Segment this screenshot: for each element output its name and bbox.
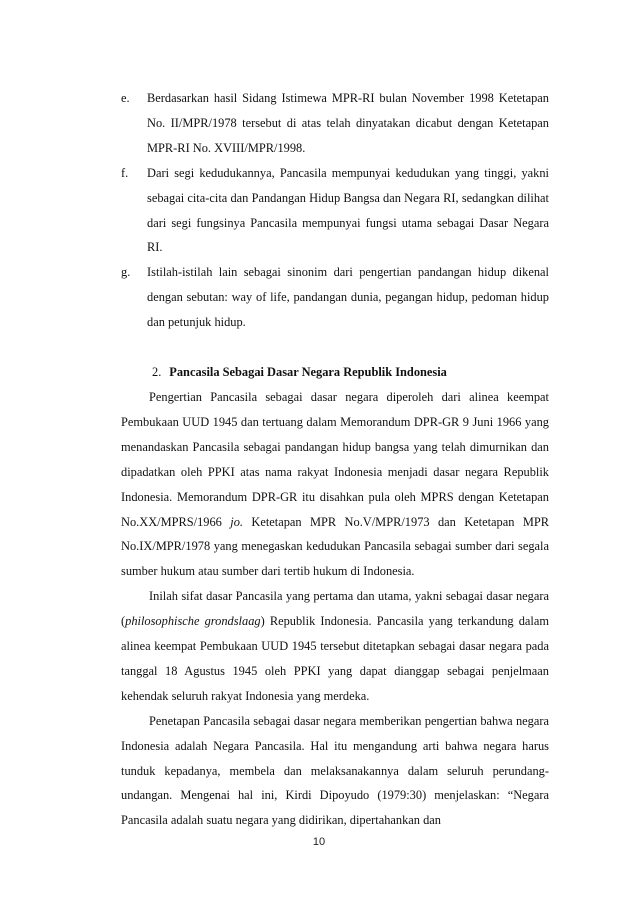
list-item-g <box>121 260 549 335</box>
list-item-text: Berdasarkan hasil Sidang Istimewa MPR-RI bulan November 1998 Ketetapan No. II/MPR/1978 tersebut di atas telah dinyatakan dicabut dengan Ketetapan MPR-RI No. XVIII/MPR/1998. <box>147 91 549 155</box>
section-number: 2. <box>152 365 162 380</box>
list-item-e <box>121 86 549 161</box>
list-item-f <box>121 161 549 261</box>
list-marker: e. <box>121 91 130 105</box>
list-marker: f. <box>121 165 129 180</box>
paragraph-3: Penetapan Pancasila sebagai dasar negara memberikan pengertian bahwa negara Indonesia adalah Negara Pancasila. Hal itu mengandung arti bahwa negara harus tunduk kepadanya, membela dan melaksanakannya dalam seluruh perundang-undangan. Mengenai hal ini, Kirdi Dipoyudo (1979:30) menjelaskan: “Negara Pancasila adalah suatu negara yang didirikan, dipertahankan dan <box>121 713 549 828</box>
paragraph-1 <box>121 385 549 584</box>
document-body <box>121 86 549 833</box>
list-item-text: Dari segi kedudukannya, Pancasila mempunyai kedudukan yang tinggi, yakni sebagai cita-cita dan Pandangan Hidup Bangsa dan Negara RI, sedangkan dilihat dari segi fungsinya Pancasila mempunyai fungsi utama sebagai Dasar Negara RI. <box>147 165 549 255</box>
page-number: 10 <box>312 836 326 848</box>
paragraph-text: Ketetapan MPR No.V/MPR/1973 dan Ketetapan MPR No.IX/MPR/1978 yang menegaskan kedudukan Pancasila sebagai sumber dari segala sumber hukum atau sumber dari tertib hukum di Indonesia. <box>121 514 549 579</box>
list-item-text: Istilah-istilah lain sebagai sinonim dari pengertian pandangan hidup dikenal dengan sebutan: way of life, pandangan dunia, pegangan hidup, pedoman hidup dan petunjuk hidup. <box>147 265 549 330</box>
section-title: Pancasila Sebagai Dasar Negara Republik Indonesia <box>169 365 447 380</box>
paragraph-text: Pengertian Pancasila sebagai dasar negara diperoleh dari alinea keempat Pembukaan UUD 1945 dan tertuang dalam Memorandum DPR-GR 9 Juni 1966 yang menandaskan Pancasila sebagai pandangan hidup bangsa yang telah dimurnikan dan dipadatkan oleh PPKI atas nama rakyat Indonesia menjadi dasar negara Republik Indonesia. Memorandum DPR-GR itu disahkan pula oleh MPRS dengan Ketetapan No.XX/MPRS/1966 <box>121 389 549 529</box>
italic-term: jo. <box>230 514 244 529</box>
italic-term: philosophische grondslaag <box>125 614 261 629</box>
section-heading <box>121 360 549 385</box>
paragraph-2 <box>121 584 549 709</box>
paragraph-text: Inilah sifat dasar Pancasila yang pertama dan utama, yakni sebagai dasar negara ( <box>121 589 549 629</box>
list-marker: g. <box>121 265 131 280</box>
paragraph-text: ) Republik Indonesia. Pancasila yang terkandung dalam alinea keempat Pembukaan UUD 1945 tersebut ditetapkan sebagai dasar negara pada tanggal 18 Agustus 1945 oleh PPKI yang dapat dianggap sebagai penjelmaan kehendak seluruh rakyat Indonesia yang merdeka. <box>121 614 549 703</box>
